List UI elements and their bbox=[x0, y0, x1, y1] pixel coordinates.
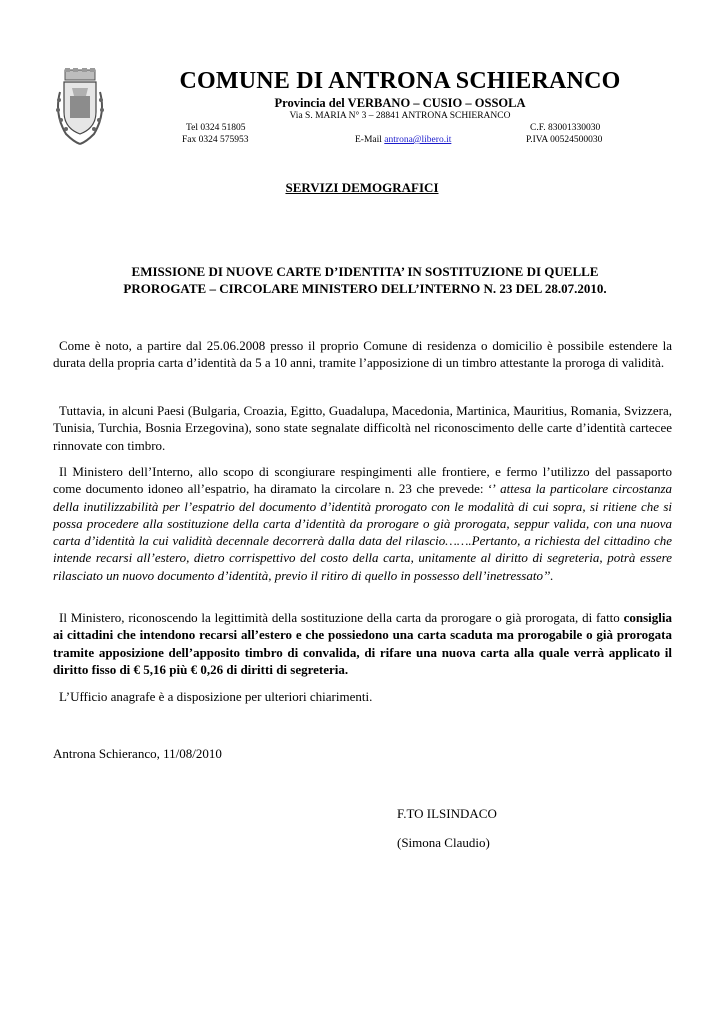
province-line: Provincia del VERBANO – CUSIO – OSSOLA bbox=[274, 96, 526, 110]
municipality-title: COMUNE DI ANTRONA SCHIERANCO bbox=[179, 68, 621, 94]
fax-number: Fax 0324 575953 bbox=[182, 135, 249, 145]
municipal-crest-icon bbox=[52, 66, 108, 148]
email-label: E-Mail bbox=[355, 135, 385, 145]
paragraph-1: Come è noto, a partire dal 25.06.2008 presso il proprio Comune di residenza o domicilio è possibile estendere la durata della propria carta d’identità da 5 a 10 anni, tramite l’apposizione di un timbro attestante la proroga di validità. bbox=[53, 338, 672, 371]
email-link[interactable]: antrona@libero.it bbox=[384, 135, 452, 145]
paragraph-3 bbox=[53, 463, 672, 584]
paragraph-5: L’Ufficio anagrafe è a disposizione per ulteriori chiarimenti. bbox=[59, 689, 373, 704]
paragraph-4-emphasis: consiglia ai cittadini che intendono recarsi all’estero e che possiedono una carta scaduta ma prorogabile o già prorogata tramite apposizione dell’apposito timbro di convalida, di rifare una nuova carta alla quale verrà applicato il diritto fisso di € 5,16 più € 0,26 di diritti di segreteria. bbox=[53, 610, 672, 677]
paragraph-4-text: Il Ministero, riconoscendo la legittimità della sostituzione della carta da prorogare o già prorogata, di fatto bbox=[59, 610, 624, 625]
date-line: Antrona Schieranco, 11/08/2010 bbox=[53, 746, 222, 761]
paragraph-2: Tuttavia, in alcuni Paesi (Bulgaria, Croazia, Egitto, Guadalupa, Macedonia, Martinica, Mauritius, Romania, Svizzera, Tunisia, Turchia, Bosnia Erzegovina), sono state segnalate difficoltà nel riconoscimento delle carte d’identità cartecee rinnovate con timbro. bbox=[53, 403, 672, 453]
signature-line: F.TO ILSINDACO bbox=[397, 806, 497, 821]
paragraph-4 bbox=[53, 609, 672, 678]
document-heading bbox=[70, 263, 660, 297]
email-line bbox=[355, 135, 451, 145]
signature-name: (Simona Claudio) bbox=[397, 835, 490, 850]
phone-number: Tel 0324 51805 bbox=[186, 123, 246, 133]
heading-line-1: EMISSIONE DI NUOVE CARTE D’IDENTITA’ IN SOSTITUZIONE DI QUELLE bbox=[131, 264, 599, 279]
vat-number: P.IVA 00524500030 bbox=[526, 135, 603, 145]
circular-quote: attesa la particolare circostanza della inutilizzabilità per l’espatrio del documento d’identità prorogato con le modalità di cui sopra, si ritiene che si possa procedere alla sostituzione della carta d’identità da prorogare o già prorogata, seppur valida, con una nuova carta d’identità la cui validità decennale decorrerà dalla data del rilascio…….Pertanto, a richiesta del cittadino che intende recarsi all’estero, dietro corrispettivo del costo della carta, unitamente al diritto di segreteria, potrà essere rilasciato un nuovo documento d’identità, previo il ritiro di quello in possesso dell’inetressato’’. bbox=[53, 481, 672, 583]
paragraph-3-text: Il Ministero dell’Interno, allo scopo di scongiurare respingimenti alle frontiere, e fermo l’utilizzo del passaporto come documento idoneo all’espatrio, ha diramato la circolare n. 23 che prevede: ‘’ bbox=[53, 464, 672, 497]
section-title: SERVIZI DEMOGRAFICI bbox=[285, 180, 439, 195]
fiscal-code: C.F. 83001330030 bbox=[530, 123, 601, 133]
heading-line-2: PROROGATE – CIRCOLARE MINISTERO DELL’INTERNO N. 23 DEL 28.07.2010. bbox=[123, 281, 607, 296]
address-line: Via S. MARIA N° 3 – 28841 ANTRONA SCHIERANCO bbox=[289, 111, 511, 121]
